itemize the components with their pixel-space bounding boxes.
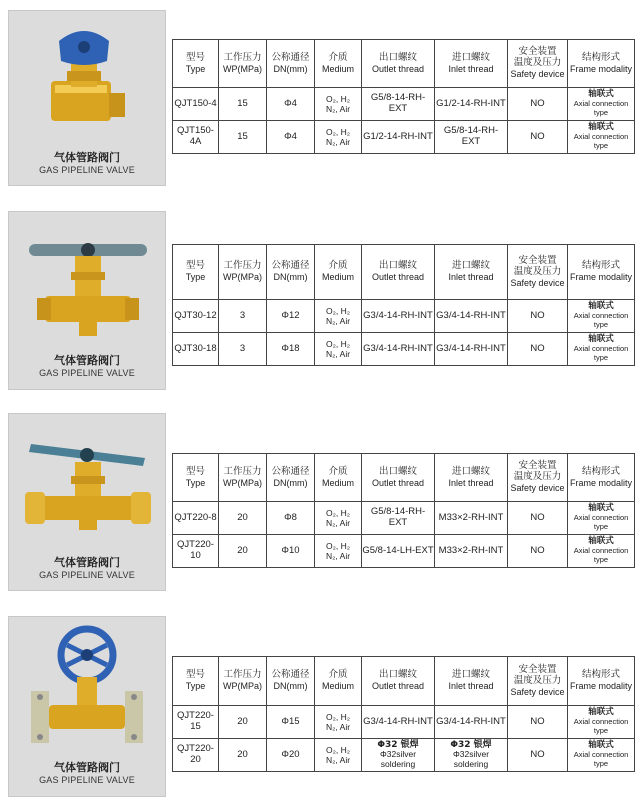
- cell-text: Safety device: [510, 277, 565, 288]
- table-cell: Φ15: [267, 706, 315, 739]
- spec-table-2: [172, 244, 635, 366]
- table-cell: NO: [508, 333, 568, 366]
- table-cell: [568, 739, 635, 772]
- cell-text: 温度及压力: [513, 57, 562, 69]
- caption-zh: 气体管路阀门: [54, 556, 120, 569]
- cell-text: 进口螺纹: [451, 260, 490, 272]
- cell-text: 介质: [328, 465, 348, 477]
- cell-text: 工作压力: [223, 669, 262, 681]
- table-cell: [568, 706, 635, 739]
- cell-text: 公称通径: [271, 260, 310, 272]
- cell-text: 出口螺纹: [378, 260, 417, 272]
- cell-text: 型号: [185, 260, 205, 272]
- cell-text: 工作压力: [223, 260, 262, 272]
- cell-text: Axial connection type: [573, 513, 629, 531]
- table-cell: G3/4-14-RH-INT: [435, 706, 508, 739]
- table-cell: [173, 40, 219, 88]
- cell-text: 安全装置: [518, 46, 557, 58]
- cell-text: 温度及压力: [513, 674, 562, 686]
- table-cell: [362, 454, 435, 502]
- cell-text: 安全装置: [518, 254, 557, 266]
- cell-text: Axial connection type: [573, 717, 629, 735]
- valve-image: [9, 414, 167, 564]
- table-row: [173, 535, 635, 568]
- table-cell: [568, 454, 635, 502]
- table-cell: [568, 535, 635, 568]
- cell-text: 温度及压力: [513, 471, 562, 483]
- table-cell: [267, 454, 315, 502]
- table-cell: [362, 657, 435, 706]
- caption-en: GAS PIPELINE VALVE: [39, 165, 135, 175]
- cell-text: N₂, Air: [325, 349, 351, 359]
- cell-text: 型号: [185, 51, 205, 63]
- cell-text: WP(MPa): [223, 477, 262, 488]
- table-cell: Φ20: [267, 739, 315, 772]
- cell-text: Φ32 银焊: [450, 740, 492, 751]
- table-cell: G1/2-14-RH-INT: [435, 88, 508, 121]
- cell-text: 轴联式: [588, 740, 614, 751]
- cell-text: 进口螺纹: [451, 669, 490, 681]
- cell-text: Axial connection type: [573, 99, 629, 117]
- caption-en: GAS PIPELINE VALVE: [39, 570, 135, 580]
- table-cell: [219, 657, 267, 706]
- cell-text: Φ32silver soldering: [379, 749, 417, 770]
- cell-text: DN(mm): [273, 681, 308, 692]
- cell-text: Safety device: [510, 686, 565, 697]
- spec-table-4: [172, 656, 635, 772]
- table-cell: [568, 88, 635, 121]
- cell-text: Medium: [321, 477, 354, 488]
- table-cell: M33×2-RH-INT: [435, 502, 508, 535]
- cell-text: 轴联式: [588, 707, 614, 718]
- table-cell: NO: [508, 502, 568, 535]
- cell-text: 工作压力: [223, 51, 262, 63]
- table-cell: G3/4-14-RH-INT: [362, 333, 435, 366]
- table-cell: [315, 333, 362, 366]
- table-cell: [568, 245, 635, 300]
- table-cell: [315, 535, 362, 568]
- table-cell: QJT150-4A: [173, 121, 219, 154]
- cell-text: 轴联式: [588, 536, 614, 547]
- table-cell: Φ10: [267, 535, 315, 568]
- cell-text: Medium: [321, 681, 354, 692]
- table-cell: G3/4-14-RH-INT: [435, 300, 508, 333]
- table-cell: Φ8: [267, 502, 315, 535]
- table-cell: 3: [219, 333, 267, 366]
- table-cell: [219, 40, 267, 88]
- cell-text: 出口螺纹: [378, 669, 417, 681]
- cell-text: O₂, H₂: [325, 744, 351, 755]
- cell-text: 型号: [185, 669, 205, 681]
- cell-text: 公称通径: [271, 465, 310, 477]
- table-row: [173, 300, 635, 333]
- table-cell: 15: [219, 88, 267, 121]
- valve-image: [9, 11, 167, 161]
- cell-text: Outlet thread: [371, 477, 425, 488]
- product-photo-1: [8, 10, 166, 186]
- cell-text: 进口螺纹: [451, 465, 490, 477]
- table-cell: [508, 657, 568, 706]
- spec-table-1: [172, 39, 635, 154]
- table-cell: QJT220-20: [173, 739, 219, 772]
- header-row: [173, 454, 635, 502]
- cell-text: Outlet thread: [371, 272, 425, 283]
- product-photo-2: [8, 211, 166, 390]
- table-cell: [435, 454, 508, 502]
- cell-text: 结构形式: [581, 669, 620, 681]
- table-cell: QJT150-4: [173, 88, 219, 121]
- table-cell: [219, 245, 267, 300]
- cell-text: WP(MPa): [223, 272, 262, 283]
- table-cell: [267, 40, 315, 88]
- table-cell: [315, 88, 362, 121]
- cell-text: Type: [185, 477, 206, 488]
- table-cell: [315, 300, 362, 333]
- table-cell: G5/8-14-LH-EXT: [362, 535, 435, 568]
- table-cell: [508, 245, 568, 300]
- table-row: [173, 739, 635, 772]
- table-row: [173, 706, 635, 739]
- cell-text: O₂, H₂: [325, 126, 351, 137]
- cell-text: 结构形式: [581, 465, 620, 477]
- cell-text: Φ32 银焊: [377, 740, 419, 751]
- table-row: [173, 121, 635, 154]
- table-row: [173, 333, 635, 366]
- caption-zh: 气体管路阀门: [54, 354, 120, 367]
- cell-text: 工作压力: [223, 465, 262, 477]
- table-cell: [568, 40, 635, 88]
- table-cell: [315, 245, 362, 300]
- table-cell: [315, 657, 362, 706]
- cell-text: 安全装置: [518, 663, 557, 675]
- table-cell: [267, 657, 315, 706]
- cell-text: N₂, Air: [325, 551, 351, 561]
- cell-text: Axial connection type: [573, 344, 629, 362]
- table-cell: M33×2-RH-INT: [435, 535, 508, 568]
- table-cell: Φ4: [267, 121, 315, 154]
- table-cell: [315, 40, 362, 88]
- cell-text: 轴联式: [588, 334, 614, 345]
- table-cell: [315, 739, 362, 772]
- table-row: [173, 502, 635, 535]
- cell-text: 介质: [328, 669, 348, 681]
- cell-text: WP(MPa): [223, 681, 262, 692]
- cell-text: DN(mm): [273, 272, 308, 283]
- cell-text: N₂, Air: [325, 137, 351, 147]
- table-cell: [173, 454, 219, 502]
- cell-text: WP(MPa): [223, 63, 262, 74]
- valve-image: [9, 212, 167, 362]
- cell-text: Frame modality: [569, 477, 632, 488]
- cell-text: DN(mm): [273, 477, 308, 488]
- cell-text: O₂, H₂: [325, 540, 351, 551]
- cell-text: Frame modality: [569, 272, 632, 283]
- table-cell: [362, 739, 435, 772]
- table-cell: [315, 454, 362, 502]
- table-cell: [362, 40, 435, 88]
- product-photo-4: [8, 616, 166, 797]
- spec-table-3: [172, 453, 635, 568]
- table-cell: G1/2-14-RH-INT: [362, 121, 435, 154]
- table-row: [173, 88, 635, 121]
- table-cell: [435, 657, 508, 706]
- table-cell: G5/8-14-RH-EXT: [362, 88, 435, 121]
- table-cell: [315, 502, 362, 535]
- table-cell: [568, 300, 635, 333]
- header-row: [173, 657, 635, 706]
- cell-text: N₂, Air: [325, 722, 351, 732]
- table-cell: G5/8-14-RH-EXT: [362, 502, 435, 535]
- cell-text: Medium: [321, 63, 354, 74]
- table-cell: QJT30-12: [173, 300, 219, 333]
- cell-text: N₂, Air: [325, 755, 351, 765]
- table-cell: NO: [508, 121, 568, 154]
- cell-text: 安全装置: [518, 460, 557, 472]
- cell-text: Axial connection type: [573, 546, 629, 564]
- cell-text: 轴联式: [588, 301, 614, 312]
- table-cell: [435, 245, 508, 300]
- cell-text: Safety device: [510, 483, 565, 494]
- product-photo-3: [8, 413, 166, 591]
- table-cell: NO: [508, 739, 568, 772]
- table-cell: [173, 245, 219, 300]
- cell-text: 温度及压力: [513, 265, 562, 277]
- table-cell: [508, 454, 568, 502]
- table-cell: QJT220-8: [173, 502, 219, 535]
- cell-text: Inlet thread: [448, 272, 494, 283]
- table-cell: Φ12: [267, 300, 315, 333]
- table-cell: QJT220-10: [173, 535, 219, 568]
- cell-text: 结构形式: [581, 51, 620, 63]
- cell-text: N₂, Air: [325, 104, 351, 114]
- table-cell: [219, 454, 267, 502]
- cell-text: 出口螺纹: [378, 465, 417, 477]
- cell-text: Medium: [321, 272, 354, 283]
- cell-text: O₂, H₂: [325, 93, 351, 104]
- cell-text: O₂, H₂: [325, 338, 351, 349]
- caption-zh: 气体管路阀门: [54, 761, 120, 774]
- cell-text: Inlet thread: [448, 63, 494, 74]
- table-cell: 20: [219, 535, 267, 568]
- cell-text: 结构形式: [581, 260, 620, 272]
- cell-text: 公称通径: [271, 669, 310, 681]
- cell-text: Axial connection type: [573, 132, 629, 150]
- caption-en: GAS PIPELINE VALVE: [39, 775, 135, 785]
- caption-en: GAS PIPELINE VALVE: [39, 368, 135, 378]
- table-cell: 20: [219, 502, 267, 535]
- cell-text: Axial connection type: [573, 311, 629, 329]
- table-cell: 20: [219, 706, 267, 739]
- table-cell: Φ4: [267, 88, 315, 121]
- cell-text: DN(mm): [273, 63, 308, 74]
- cell-text: Outlet thread: [371, 63, 425, 74]
- table-cell: [568, 333, 635, 366]
- cell-text: O₂, H₂: [325, 507, 351, 518]
- table-cell: QJT30-18: [173, 333, 219, 366]
- table-cell: NO: [508, 88, 568, 121]
- cell-text: Type: [185, 272, 206, 283]
- table-cell: [315, 121, 362, 154]
- table-cell: G3/4-14-RH-INT: [362, 300, 435, 333]
- cell-text: 轴联式: [588, 503, 614, 514]
- cell-text: Φ32silver soldering: [452, 749, 490, 770]
- table-cell: G3/4-14-RH-INT: [362, 706, 435, 739]
- header-row: [173, 245, 635, 300]
- table-cell: [267, 245, 315, 300]
- table-cell: [435, 739, 508, 772]
- table-cell: [315, 706, 362, 739]
- cell-text: 公称通径: [271, 51, 310, 63]
- table-cell: 3: [219, 300, 267, 333]
- table-cell: QJT220-15: [173, 706, 219, 739]
- cell-text: O₂, H₂: [325, 711, 351, 722]
- cell-text: N₂, Air: [325, 316, 351, 326]
- table-cell: [568, 121, 635, 154]
- cell-text: Frame modality: [569, 681, 632, 692]
- cell-text: N₂, Air: [325, 518, 351, 528]
- table-cell: 20: [219, 739, 267, 772]
- cell-text: Inlet thread: [448, 477, 494, 488]
- cell-text: 出口螺纹: [378, 51, 417, 63]
- table-cell: [568, 502, 635, 535]
- caption-zh: 气体管路阀门: [54, 151, 120, 164]
- cell-text: Axial connection type: [573, 750, 629, 768]
- header-row: [173, 40, 635, 88]
- cell-text: 介质: [328, 260, 348, 272]
- cell-text: Type: [185, 681, 206, 692]
- cell-text: Outlet thread: [371, 681, 425, 692]
- table-cell: 15: [219, 121, 267, 154]
- table-cell: G5/8-14-RH-EXT: [435, 121, 508, 154]
- cell-text: Safety device: [510, 69, 565, 80]
- cell-text: Inlet thread: [448, 681, 494, 692]
- table-cell: NO: [508, 706, 568, 739]
- cell-text: Type: [185, 63, 206, 74]
- table-cell: NO: [508, 300, 568, 333]
- valve-image: [9, 617, 167, 767]
- cell-text: 轴联式: [588, 89, 614, 100]
- cell-text: 型号: [185, 465, 205, 477]
- table-cell: [568, 657, 635, 706]
- cell-text: Frame modality: [569, 63, 632, 74]
- cell-text: O₂, H₂: [325, 305, 351, 316]
- table-cell: NO: [508, 535, 568, 568]
- table-cell: Φ18: [267, 333, 315, 366]
- cell-text: 轴联式: [588, 122, 614, 133]
- table-cell: [508, 40, 568, 88]
- table-cell: [173, 657, 219, 706]
- table-cell: G3/4-14-RH-INT: [435, 333, 508, 366]
- cell-text: 介质: [328, 51, 348, 63]
- cell-text: 进口螺纹: [451, 51, 490, 63]
- table-cell: [362, 245, 435, 300]
- table-cell: [435, 40, 508, 88]
